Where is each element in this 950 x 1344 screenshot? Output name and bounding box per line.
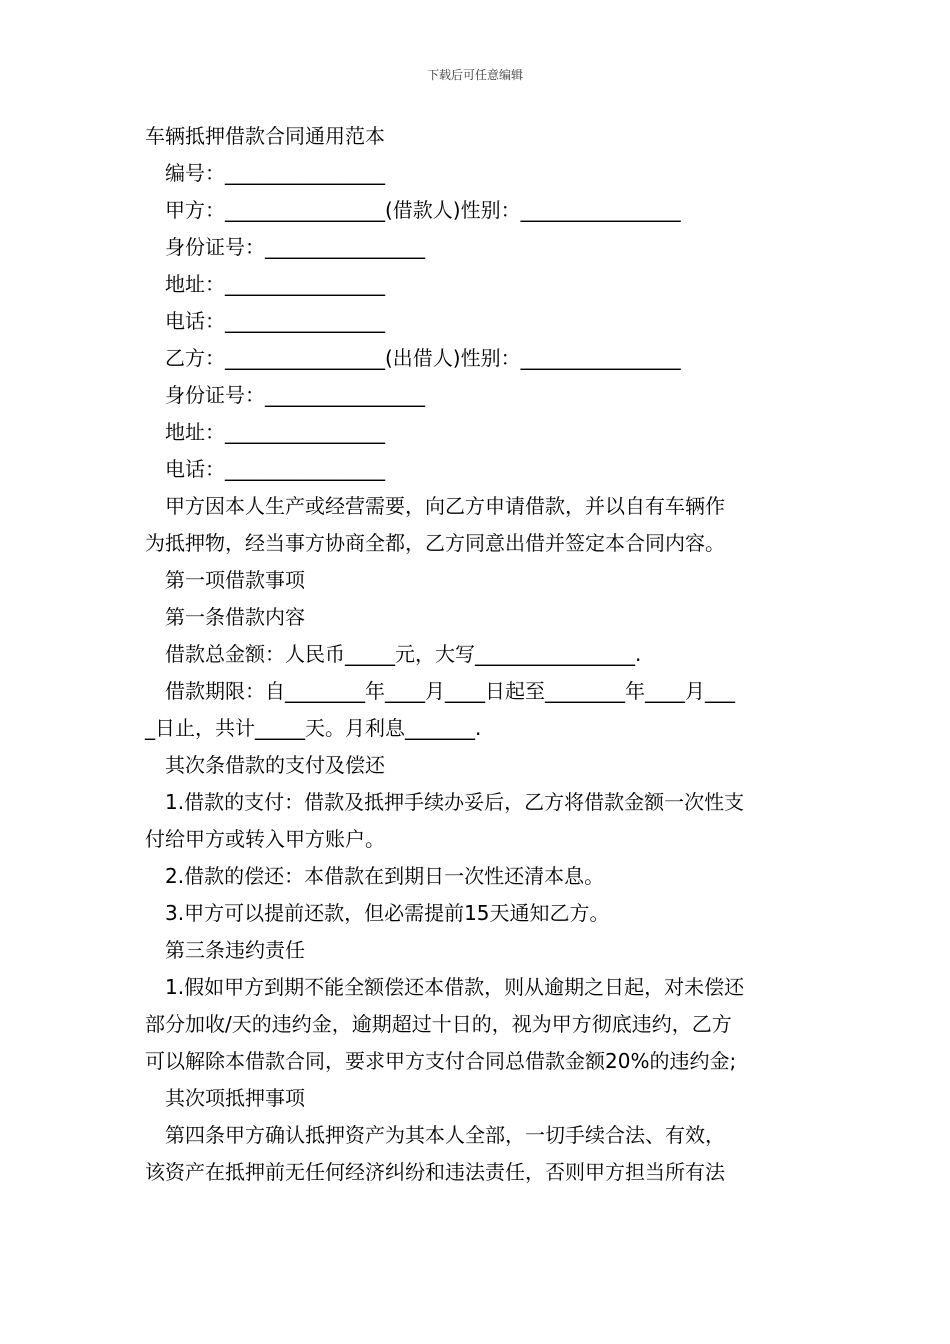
text-line: 地址：________________ [165, 272, 385, 296]
text-line: 其次条借款的支付及偿还 [165, 753, 385, 777]
text-line: 1.假如甲方到期不能全额偿还本借款，则从逾期之日起，对未偿还 [165, 975, 745, 999]
text-line: 3.甲方可以提前还款，但必需提前15天通知乙方。 [165, 901, 610, 925]
page-header: 下载后可任意编辑 [426, 68, 523, 82]
text-line: _日止，共计_____天。月利息_______. [145, 716, 482, 740]
text-line: 该资产在抵押前无任何经济纠纷和违法责任，否则甲方担当所有法 [145, 1160, 725, 1184]
text-line: 其次项抵押事项 [165, 1086, 305, 1110]
text-line: 身份证号：________________ [165, 383, 425, 407]
text-line: 可以解除本借款合同，要求甲方支付合同总借款金额20%的违约金; [145, 1049, 737, 1073]
document-title: 车辆抵押借款合同通用范本 [145, 124, 385, 148]
text-line: 电话：________________ [165, 309, 385, 333]
text-line: 部分加收/天的违约金，逾期超过十日的，视为甲方彻底违约，乙方 [145, 1012, 732, 1036]
text-line: 借款期限：自________年____月____日起至________年____月___ [165, 679, 735, 703]
text-line: 身份证号：________________ [165, 235, 425, 259]
text-line: 第四条甲方确认抵押资产为其本人全部，一切手续合法、有效， [165, 1123, 725, 1147]
text-line: 1.借款的支付：借款及抵押手续办妥后，乙方将借款金额一次性支 [165, 790, 745, 814]
text-line: 第一条借款内容 [165, 605, 305, 629]
text-line: 2.借款的偿还：本借款在到期日一次性还清本息。 [165, 864, 605, 888]
text-line: 为抵押物，经当事方协商全都，乙方同意出借并签定本合同内容。 [145, 531, 725, 555]
text-line: 第三条违约责任 [165, 938, 305, 962]
text-line: 编号：________________ [165, 161, 385, 185]
text-line: 地址：________________ [165, 420, 385, 444]
text-line: 乙方：________________(出借人)性别：________________ [165, 346, 681, 370]
text-line: 甲方：________________(借款人)性别：________________ [165, 198, 681, 222]
text-line: 甲方因本人生产或经营需要，向乙方申请借款，并以自有车辆作 [165, 494, 725, 518]
document-lines [145, 155, 810, 1191]
document-body [145, 118, 810, 1191]
text-line: 借款总金额：人民币_____元，大写________________. [165, 642, 642, 666]
text-line: 付给甲方或转入甲方账户。 [145, 827, 385, 851]
text-line: 第一项借款事项 [165, 568, 305, 592]
text-line: 电话：________________ [165, 457, 385, 481]
